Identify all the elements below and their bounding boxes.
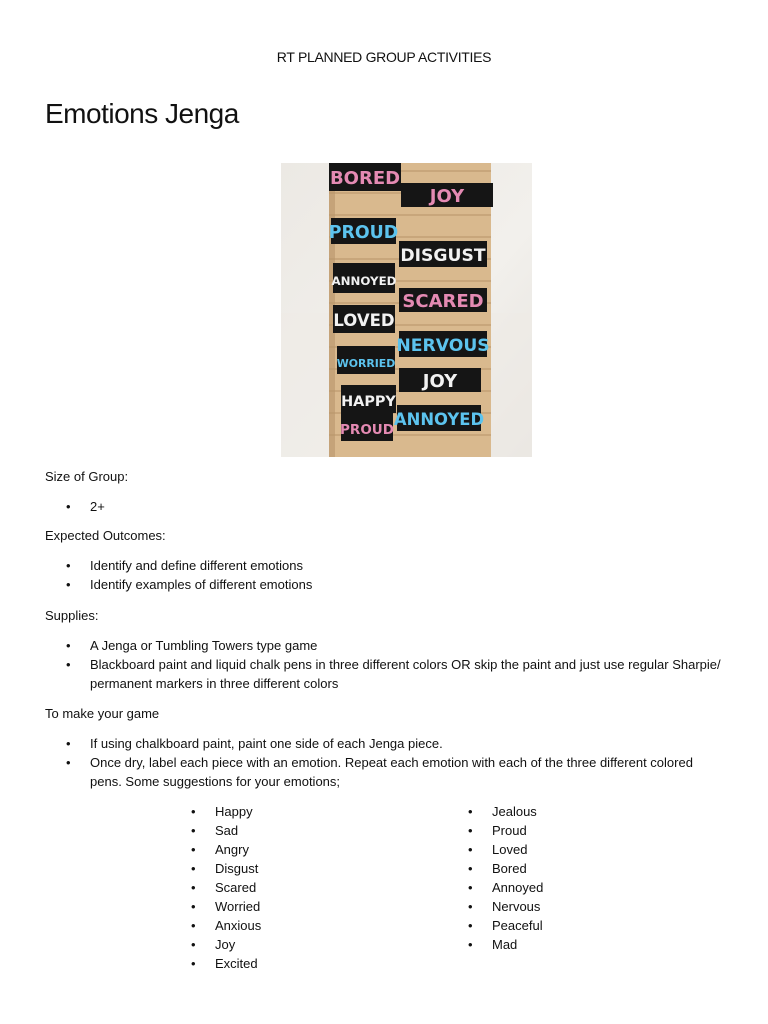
size-of-group-label: Size of Group: [45,469,129,484]
emotion-item: • Bored [468,859,688,878]
emotions-list-right [468,802,688,954]
emotion-item: • Happy [191,802,411,821]
jenga-block-label: SCARED [402,291,484,312]
page-header: RT PLANNED GROUP ACTIVITIES [276,49,492,65]
tower-group [329,163,493,457]
emotion-item: • Sad [191,821,411,840]
make-game-label: To make your game [45,706,160,721]
emotion-item: • Mad [468,935,688,954]
emotion-item: • Joy [191,935,411,954]
list-item: • A Jenga or Tumbling Towers type game [66,636,726,655]
expected-outcomes-label: Expected Outcomes: [45,528,166,543]
list-item: • Identify examples of different emotions [66,575,726,594]
jenga-block-label: PROUD [340,422,394,438]
jenga-block-label: JOY [429,186,465,207]
emotion-item: • Jealous [468,802,688,821]
list-item: • 2+ [66,497,726,516]
emotion-item: • Angry [191,840,411,859]
jenga-block-label: ANNOYED [331,274,397,288]
expected-outcomes-list [66,556,726,594]
list-item: • Blackboard paint and liquid chalk pens in three different colors OR skip the paint and just use regular Sharpie/ permanent markers in three different colors [66,655,726,693]
emotion-item: • Annoyed [468,878,688,897]
jenga-block-label: HAPPY [341,394,396,410]
jenga-block-label: PROUD [328,223,399,243]
emotion-item: • Excited [191,954,411,973]
jenga-block-label: DISGUST [400,246,486,266]
emotion-item: • Loved [468,840,688,859]
jenga-block-label: WORRIED [336,357,396,370]
emotion-item: • Disgust [191,859,411,878]
jenga-block-label: NERVOUS [396,336,490,356]
page-title: Emotions Jenga [45,98,239,129]
list-item: • If using chalkboard paint, paint one side of each Jenga piece. [66,734,726,753]
jenga-block-label: ANNOYED [393,410,485,429]
emotions-list-left [191,802,411,973]
list-item: • Once dry, label each piece with an emotion. Repeat each emotion with each of the three different colored pens. Some suggestions for your emotions; [66,753,726,791]
make-game-list [66,734,726,791]
emotion-item: • Proud [468,821,688,840]
emotion-item: • Nervous [468,897,688,916]
emotion-item: • Worried [191,897,411,916]
jenga-block-label: JOY [422,371,458,392]
supplies-label: Supplies: [45,608,99,623]
supplies-list [66,636,726,693]
emotion-item: • Scared [191,878,411,897]
emotion-item: • Anxious [191,916,411,935]
size-of-group-list [66,497,726,516]
jenga-block-label: LOVED [333,311,395,330]
list-item: • Identify and define different emotions [66,556,726,575]
jenga-tower-photo [281,163,532,457]
jenga-block-label: BORED [329,168,401,189]
emotion-item: • Peaceful [468,916,688,935]
jenga-tower-illustration [281,163,532,457]
